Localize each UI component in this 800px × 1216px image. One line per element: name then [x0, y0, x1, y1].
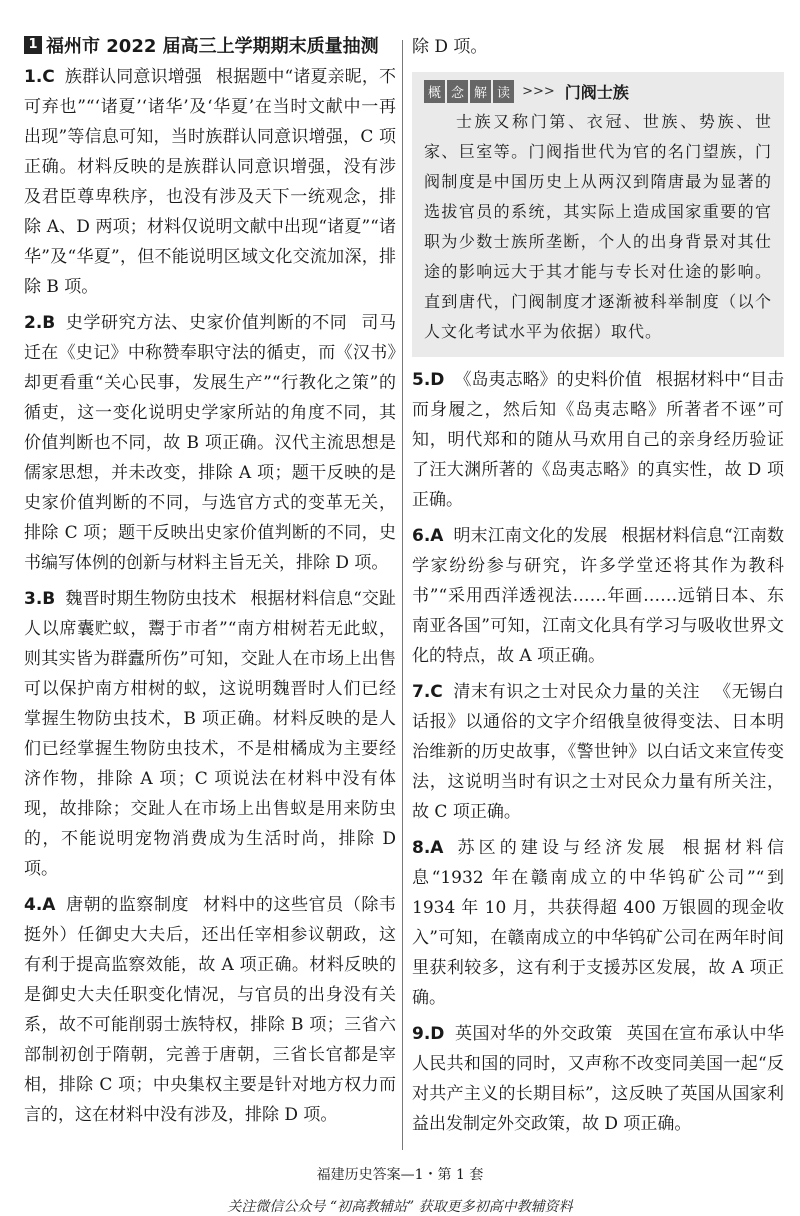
right-column	[412, 32, 784, 1139]
question-3	[24, 584, 396, 884]
question-8	[412, 833, 784, 1013]
answer-topic: 族群认同意识增强	[64, 67, 202, 87]
concept-chip: 解	[470, 80, 491, 103]
answer-explanation: 根据材料信息“1932 年在赣南成立的中华钨矿公司”“到 1934 年 10 月，共获得超 400 万银圆的现金收入”可知，在赣南成立的中华钨矿公司在两年时间里获利较多，这有利于支援苏区发展，故 A 项正确。	[412, 838, 785, 1008]
answer-explanation: 司马迁在《史记》中称赞奉职守法的循吏，而《汉书》却更看重“关心民事，发展生产”“行教化之策”的循吏，这一变化说明史学家所站的角度不同，其价值判断也不同，故 B 项正确。汉代主流思想是儒家思想，并未改变，排除 A 项；题干反映的是史家价值判断的不同，与选官方式的变革无关，排除 C 项；题干反映出史家价值判断的不同，史书编写体例的创新与材料主旨无关，排除 D 项。	[24, 313, 397, 573]
answer-topic: 苏区的建设与经济发展	[453, 838, 669, 858]
answer-number: 2.B	[24, 313, 56, 333]
answer-topic: 清末有识之士对民众力量的关注	[452, 682, 701, 702]
answer-topic: 明末江南文化的发展	[453, 526, 608, 546]
answer-number: 4.A	[24, 895, 56, 915]
question-2	[24, 308, 396, 578]
answer-topic: 《岛夷志略》的史料价值	[454, 370, 642, 390]
answer-number: 8.A	[412, 838, 444, 858]
answer-explanation: 根据题中“诸夏亲昵，不可弃也”“‘诸夏’‘诸华’及‘华夏’在当时文献中一再出现”等信息可知，当时族群认同意识增强，C 项正确。材料反映的是族群认同意识增强，没有涉及君臣尊卑秩序，也没有涉及天下一统观念，排除 A、D 两项；材料仅说明文献中出现“诸夏”“诸华”及“华夏”，但不能说明区域文化交流加深，排除 B 项。	[24, 67, 396, 297]
answer-topic: 英国对华的外交政策	[454, 1024, 613, 1044]
column-divider	[402, 40, 403, 1150]
concept-chip: 念	[447, 80, 468, 103]
arrows-icon: >>>	[522, 84, 555, 99]
answer-number: 5.D	[412, 370, 445, 390]
answer-topic: 史学研究方法、史家价值判断的不同	[65, 313, 348, 333]
answer-topic: 魏晋时期生物防虫技术	[65, 589, 237, 609]
continuation-text: 除 D 项。	[412, 37, 488, 57]
question-7	[412, 677, 784, 827]
page-footer: 福建历史答案—1・第 1 套	[316, 1167, 484, 1183]
left-column	[24, 62, 396, 1130]
answer-number: 7.C	[412, 682, 443, 702]
set-number-badge: 1	[24, 36, 42, 54]
section-title	[24, 32, 379, 58]
question-9	[412, 1019, 784, 1139]
answer-explanation: 《无锡白话报》以通俗的文字介绍俄皇彼得变法、日本明治维新的历史故事，《警世钟》以白话文来宣传变法，这说明当时有识之士对民众力量有所关注，故 C 项正确。	[412, 682, 785, 822]
answer-explanation: 根据材料信息“江南数学家纷纷参与研究，许多学堂还将其作为教科书”“采用西洋透视法……年画……远销日本、东南亚各国”可知，江南文化具有学习与吸收世界文化的特点，故 A 项正确。	[412, 526, 785, 666]
answer-explanation: 根据材料信息“交趾人以席囊贮蚁，鬻于市者”“南方柑树若无此蚁，则其实皆为群蠹所伤”可知，交趾人在市场上出售可以保护南方柑树的蚁，这说明魏晋时人们已经掌握生物防虫技术，B 项正确。材料反映的是人们已经掌握生物防虫技术，不是柑橘成为主要经济作物，排除 A 项；C 项说法在材料中没有体现，故排除；交趾人在市场上出售蚁是用来防虫的，不能说明宠物消费成为生活时尚，排除 D 项。	[24, 589, 396, 879]
promo-note: 关注微信公众号 “初高教辅站” 获取更多初高中教辅资料	[227, 1199, 573, 1215]
answer-number: 6.A	[412, 526, 444, 546]
answer-number: 3.B	[24, 589, 56, 609]
concept-chip: 读	[493, 80, 514, 103]
answer-number: 9.D	[412, 1024, 445, 1044]
concept-header	[424, 80, 772, 103]
question-6	[412, 521, 784, 671]
answer-explanation: 英国在宣布承认中华人民共和国的同时，又声称不改变同美国一起“反对共产主义的长期目标”，这反映了英国从国家利益出发制定外交政策，故 D 项正确。	[412, 1024, 785, 1134]
answer-topic: 唐朝的监察制度	[65, 895, 190, 915]
question-5	[412, 365, 784, 515]
answer-explanation: 根据材料中“目击而身履之，然后知《岛夷志略》所著者不诬”可知，明代郑和的随从马欢用自己的亲身经历验证了汪大渊所著的《岛夷志略》的真实性，故 D 项正确。	[412, 370, 784, 510]
concept-box	[412, 72, 784, 357]
question-1	[24, 62, 396, 302]
question-4	[24, 890, 396, 1130]
answer-explanation: 材料中的这些官员（除韦挺外）任御史大夫后，还出任宰相参议朝政，这有利于提高监察效能，故 A 项正确。材料反映的是御史大夫任职变化情况，与官员的出身没有关系，故不可能削弱士族特权，排除 B 项；三省六部制初创于隋朝，完善于唐朝，三省长官都是宰相，排除 C 项；中央集权主要是针对地方权力而言的，这在材料中没有涉及，排除 D 项。	[24, 895, 396, 1125]
page-title: 福州市 2022 届高三上学期期末质量抽测	[46, 36, 379, 57]
answer-number: 1.C	[24, 67, 55, 87]
concept-body: 士族又称门第、衣冠、世族、势族、世家、巨室等。门阀指世代为官的名门望族，门阀制度是中国历史上从两汉到隋唐最为显著的选拔官员的系统，其实际上造成国家重要的官职为少数士族所垄断，个人的出身背景对其仕途的影响远大于其才能与专长对仕途的影响。直到唐代，门阀制度才逐渐被科举制度（以个人文化考试水平为依据）取代。	[424, 112, 772, 341]
concept-title: 门阀士族	[564, 83, 629, 102]
concept-chip: 概	[424, 80, 445, 103]
